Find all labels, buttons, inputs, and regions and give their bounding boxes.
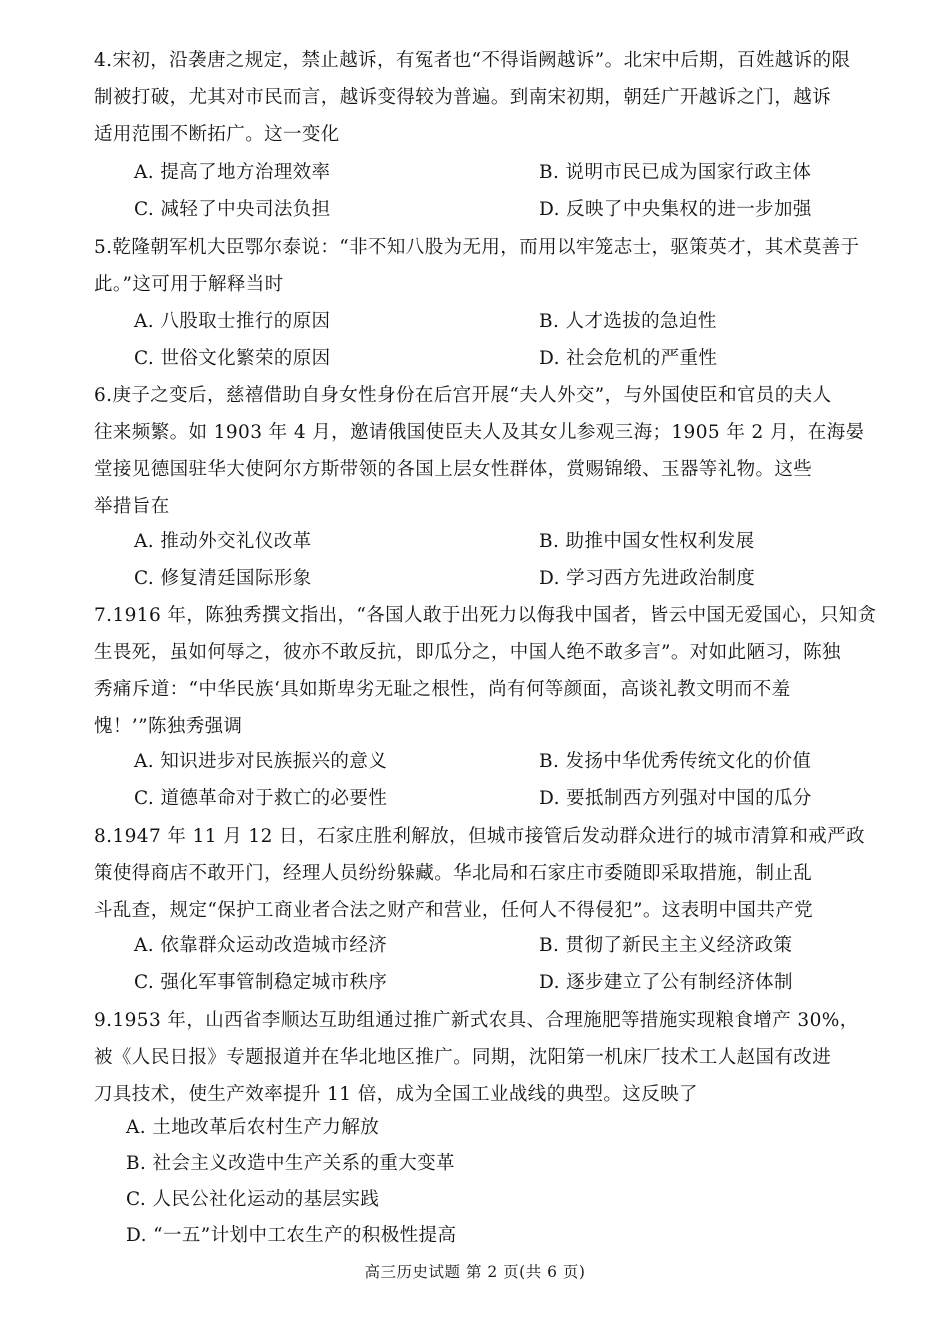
question-5-options-row-2	[134, 340, 894, 377]
question-8-options-row-1	[134, 927, 894, 964]
question-5-option-d: D. 社会危机的严重性	[539, 348, 718, 369]
question-7-stem	[94, 597, 880, 745]
question-7-option-c: C. 道德革命对于救亡的必要性	[134, 788, 388, 809]
question-5-options	[134, 303, 894, 377]
question-7-line-3: 秀痛斥道：“中华民族‘具如斯卑劣无耻之根性，尚有何等颜面，高谈礼教文明而不羞	[94, 679, 791, 700]
question-8-stem	[94, 818, 880, 929]
question-6-options-row-1	[134, 523, 894, 560]
question-9-option-b: B. 社会主义改造中生产关系的重大变革	[126, 1153, 455, 1174]
question-5-option-c: C. 世俗文化繁荣的原因	[134, 348, 331, 369]
question-5-option-b: B. 人才选拔的急迫性	[539, 311, 717, 332]
question-7-option-a: A. 知识进步对民族振兴的意义	[134, 751, 388, 772]
question-9-option-c: C. 人民公社化运动的基层实践	[126, 1189, 380, 1210]
question-6-stem	[94, 377, 880, 525]
question-6-option-b: B. 助推中国女性权利发展	[539, 531, 755, 552]
question-6-line-3: 堂接见德国驻华大使阿尔方斯带领的各国上层女性群体，赏赐锦缎、玉器等礼物。这些	[94, 459, 813, 480]
page-footer: 高三历史试题 第 2 页(共 6 页)	[364, 1263, 586, 1281]
question-4-line-1: 4.宋初，沿袭唐之规定，禁止越诉，有冤者也“不得诣阙越诉”。北宋中后期，百姓越诉的限	[94, 50, 851, 71]
question-6-option-a: A. 推动外交礼仪改革	[134, 531, 312, 552]
question-7-options	[134, 743, 894, 817]
question-4-option-c: C. 减轻了中央司法负担	[134, 199, 331, 220]
question-7-option-b: B. 发扬中华优秀传统文化的价值	[539, 751, 812, 772]
question-5-options-row-1	[134, 303, 894, 340]
question-9-line-1: 9.1953 年，山西省李顺达互助组通过推广新式农具、合理施肥等措施实现粮食增产 30%，	[94, 1010, 859, 1031]
question-8-option-d: D. 逐步建立了公有制经济体制	[539, 972, 793, 993]
question-6-option-d: D. 学习西方先进政治制度	[539, 568, 756, 589]
question-4-option-b: B. 说明市民已成为国家行政主体	[539, 162, 812, 183]
question-9-options	[126, 1110, 886, 1254]
question-7-options-row-2	[134, 780, 894, 817]
question-4-line-2: 制被打破，尤其对市民而言，越诉变得较为普遍。到南宋初期，朝廷广开越诉之门，越诉	[94, 87, 832, 108]
question-8-line-3: 斗乱查，规定“保护工商业者合法之财产和营业，任何人不得侵犯”。这表明中国共产党	[94, 900, 814, 921]
question-7-option-d: D. 要抵制西方列强对中国的瓜分	[539, 788, 812, 809]
question-9-line-3: 刀具技术，使生产效率提升 11 倍，成为全国工业战线的典型。这反映了	[94, 1084, 698, 1105]
question-5-line-1: 5.乾隆朝军机大臣鄂尔泰说：“非不知八股为无用，而用以牢笼志士，驱策英才，其术莫善于	[94, 237, 860, 258]
question-8-line-2: 策使得商店不敢开门，经理人员纷纷躲藏。华北局和石家庄市委随即采取措施，制止乱	[94, 863, 813, 884]
question-6-option-c: C. 修复清廷国际形象	[134, 568, 312, 589]
question-4-options	[134, 154, 894, 228]
question-9-option-a: A. 土地改革后农村生产力解放	[126, 1117, 380, 1138]
question-8-option-a: A. 依靠群众运动改造城市经济	[134, 935, 388, 956]
question-4-options-row-2	[134, 191, 894, 228]
question-6-line-4: 举措旨在	[94, 496, 170, 517]
question-8-options-row-2	[134, 964, 894, 1001]
question-6-line-2: 往来频繁。如 1903 年 4 月，邀请俄国使臣夫人及其女儿参观三海；1905 年 2 月，在海晏	[94, 422, 865, 443]
question-4-line-3: 适用范围不断拓广。这一变化	[94, 124, 340, 145]
question-5-option-a: A. 八股取士推行的原因	[134, 311, 331, 332]
question-8-option-c: C. 强化军事管制稳定城市秩序	[134, 972, 388, 993]
question-5-line-2: 此。”这可用于解释当时	[94, 274, 284, 295]
question-9-line-2: 被《人民日报》专题报道并在华北地区推广。同期，沈阳第一机床厂技术工人赵国有改进	[94, 1047, 832, 1068]
question-7-line-1: 7.1916 年，陈独秀撰文指出，“各国人敢于出死力以侮我中国者，皆云中国无爱国心，只知贪	[94, 605, 877, 626]
question-8-option-b: B. 贯彻了新民主主义经济政策	[539, 935, 793, 956]
question-9-stem	[94, 1002, 880, 1113]
question-8-line-1: 8.1947 年 11 月 12 日，石家庄胜利解放，但城市接管后发动群众进行的城市清算和戒严政	[94, 826, 865, 847]
question-4-option-a: A. 提高了地方治理效率	[134, 162, 331, 183]
question-7-line-4: 愧！’”陈独秀强调	[94, 716, 243, 737]
question-4-option-d: D. 反映了中央集权的进一步加强	[539, 199, 812, 220]
question-6-options	[134, 523, 894, 597]
question-7-line-2: 生畏死，虽如何辱之，彼亦不敢反抗，即瓜分之，中国人绝不敢多言”。对如此陋习，陈独	[94, 642, 841, 663]
question-8-options	[134, 927, 894, 1001]
question-4-options-row-1	[134, 154, 894, 191]
question-6-options-row-2	[134, 560, 894, 597]
question-4-stem	[94, 42, 880, 153]
question-9-option-d: D. “一五”计划中工农生产的积极性提高	[126, 1225, 457, 1246]
question-6-line-1: 6.庚子之变后，慈禧借助自身女性身份在后宫开展“夫人外交”，与外国使臣和官员的夫人	[94, 385, 832, 406]
question-5-stem	[94, 229, 880, 303]
question-7-options-row-1	[134, 743, 894, 780]
